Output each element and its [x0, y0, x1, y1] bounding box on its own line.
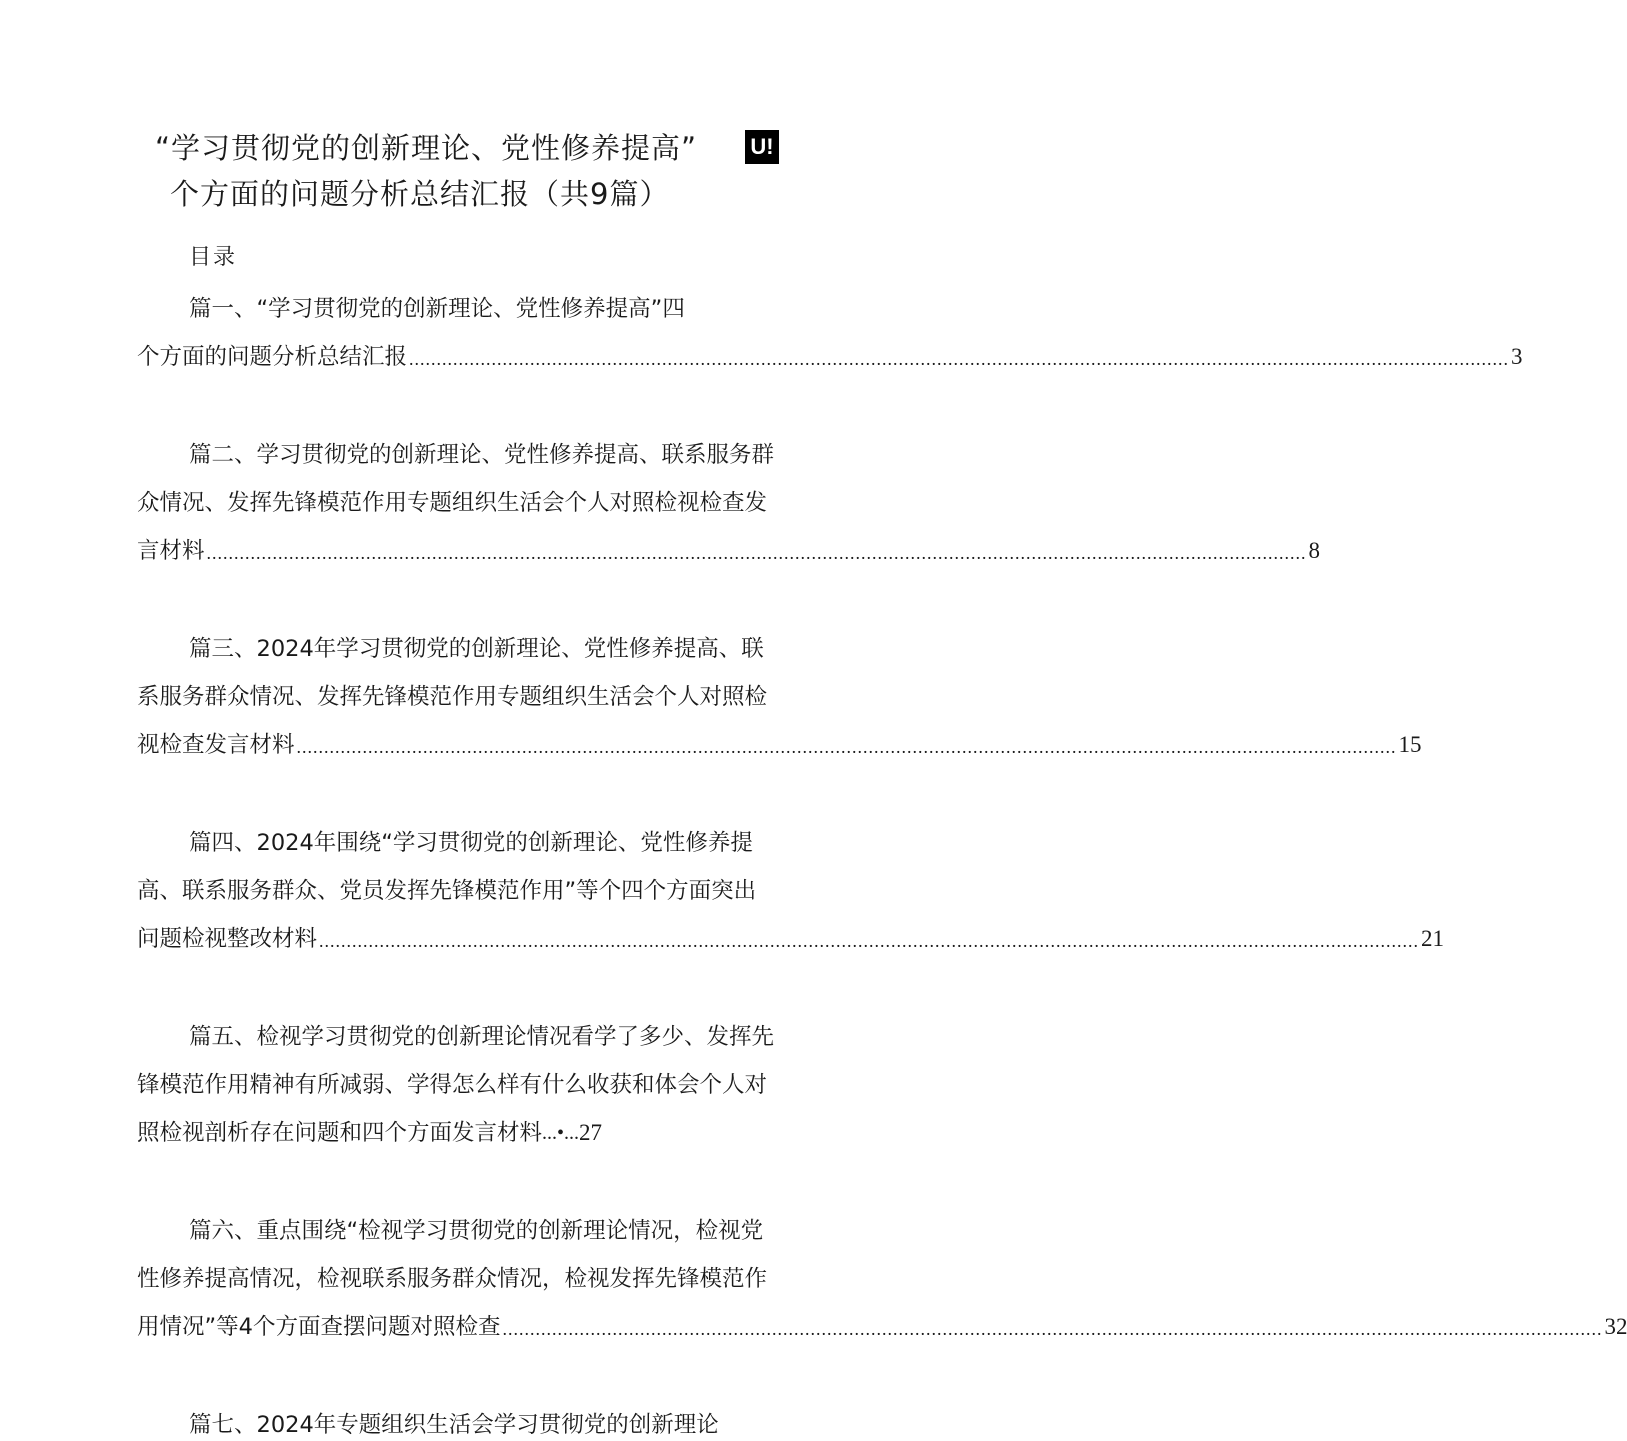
toc-entry-last-line — [137, 341, 1523, 373]
toc-entry-last-line — [137, 1311, 1627, 1343]
toc-entry-line: 篇四、2024年围绕“学习贯彻党的创新理论、党性修养提 — [189, 830, 753, 856]
toc-entry-text: 用情况”等4个方面查摆问题对照检查 — [137, 1314, 501, 1340]
toc-entry-text: 个方面的问题分析总结汇报 — [137, 344, 408, 370]
toc-page-number: 8 — [1308, 538, 1321, 563]
toc-page-number: 32 — [1604, 1314, 1627, 1339]
toc-entry-text: 问题检视整改材料 — [137, 926, 318, 952]
toc-entry-line: 锋模范作用精神有所减弱、学得怎么样有什么收获和体会个人对 — [137, 1072, 768, 1098]
toc-entry-last-line — [137, 1117, 785, 1149]
toc-page-number: 27 — [579, 1120, 603, 1145]
toc-dot-leader: ........................................................................................................................................................................................................ — [206, 543, 1307, 563]
toc-entry-line: 篇五、检视学习贯彻党的创新理论情况看学了多少、发挥先 — [189, 1024, 775, 1050]
toc-entry-line: 篇一、“学习贯彻党的创新理论、党性修养提高”四 — [189, 296, 685, 322]
toc-entry-line: 篇二、学习贯彻党的创新理论、党性修养提高、联系服务群 — [189, 442, 775, 468]
toc-entry-last-line — [137, 729, 1422, 761]
title-badge: U! — [745, 130, 779, 164]
toc-entry-line: 高、联系服务群众、党员发挥先锋模范作用”等个四个方面突出 — [137, 878, 757, 904]
toc-entry-line: 篇六、重点围绕“检视学习贯彻党的创新理论情况，检视党 — [189, 1218, 764, 1244]
toc-dot-leader: ........................................................................................................................................................................................................ — [296, 737, 1397, 757]
toc-entry-last-line — [137, 535, 1321, 567]
toc-page-number: 15 — [1398, 732, 1422, 757]
toc-entry-last-line — [137, 923, 1445, 955]
toc-page-number: 3 — [1511, 344, 1523, 369]
toc-entry-text: 视检查发言材料 — [137, 732, 295, 758]
toc-entry-line: 篇七、2024年专题组织生活会学习贯彻党的创新理论 — [189, 1412, 719, 1438]
toc-dot-leader: ........................................................................................................................................................................................................ — [502, 1319, 1603, 1339]
toc-heading: 目录 — [189, 245, 238, 270]
toc-entry-line: 众情况、发挥先锋模范作用专题组织生活会个人对照检视检查发 — [137, 490, 768, 516]
toc-entry-leader-suffix: ...•... — [542, 1122, 580, 1144]
toc-entry-text: 言材料 — [137, 538, 205, 564]
toc-entry-text: 照检视剖析存在问题和四个方面发言材料 — [137, 1120, 543, 1146]
document-title-line-2: 个方面的问题分析总结汇报（共9篇） — [170, 177, 670, 211]
toc-entry-line: 篇三、2024年学习贯彻党的创新理论、党性修养提高、联 — [189, 636, 764, 662]
toc-entry-line: 性修养提高情况，检视联系服务群众情况，检视发挥先锋模范作 — [137, 1266, 768, 1292]
document-title-line-1: “学习贯彻党的创新理论、党性修养提高” — [155, 131, 698, 165]
toc-entry-line: 系服务群众情况、发挥先锋模范作用专题组织生活会个人对照检 — [137, 684, 768, 710]
toc-dot-leader: ........................................................................................................................................................................................................ — [319, 931, 1420, 951]
toc-dot-leader: ........................................................................................................................................................................................................ — [409, 349, 1510, 369]
toc-page-number: 21 — [1421, 926, 1445, 951]
